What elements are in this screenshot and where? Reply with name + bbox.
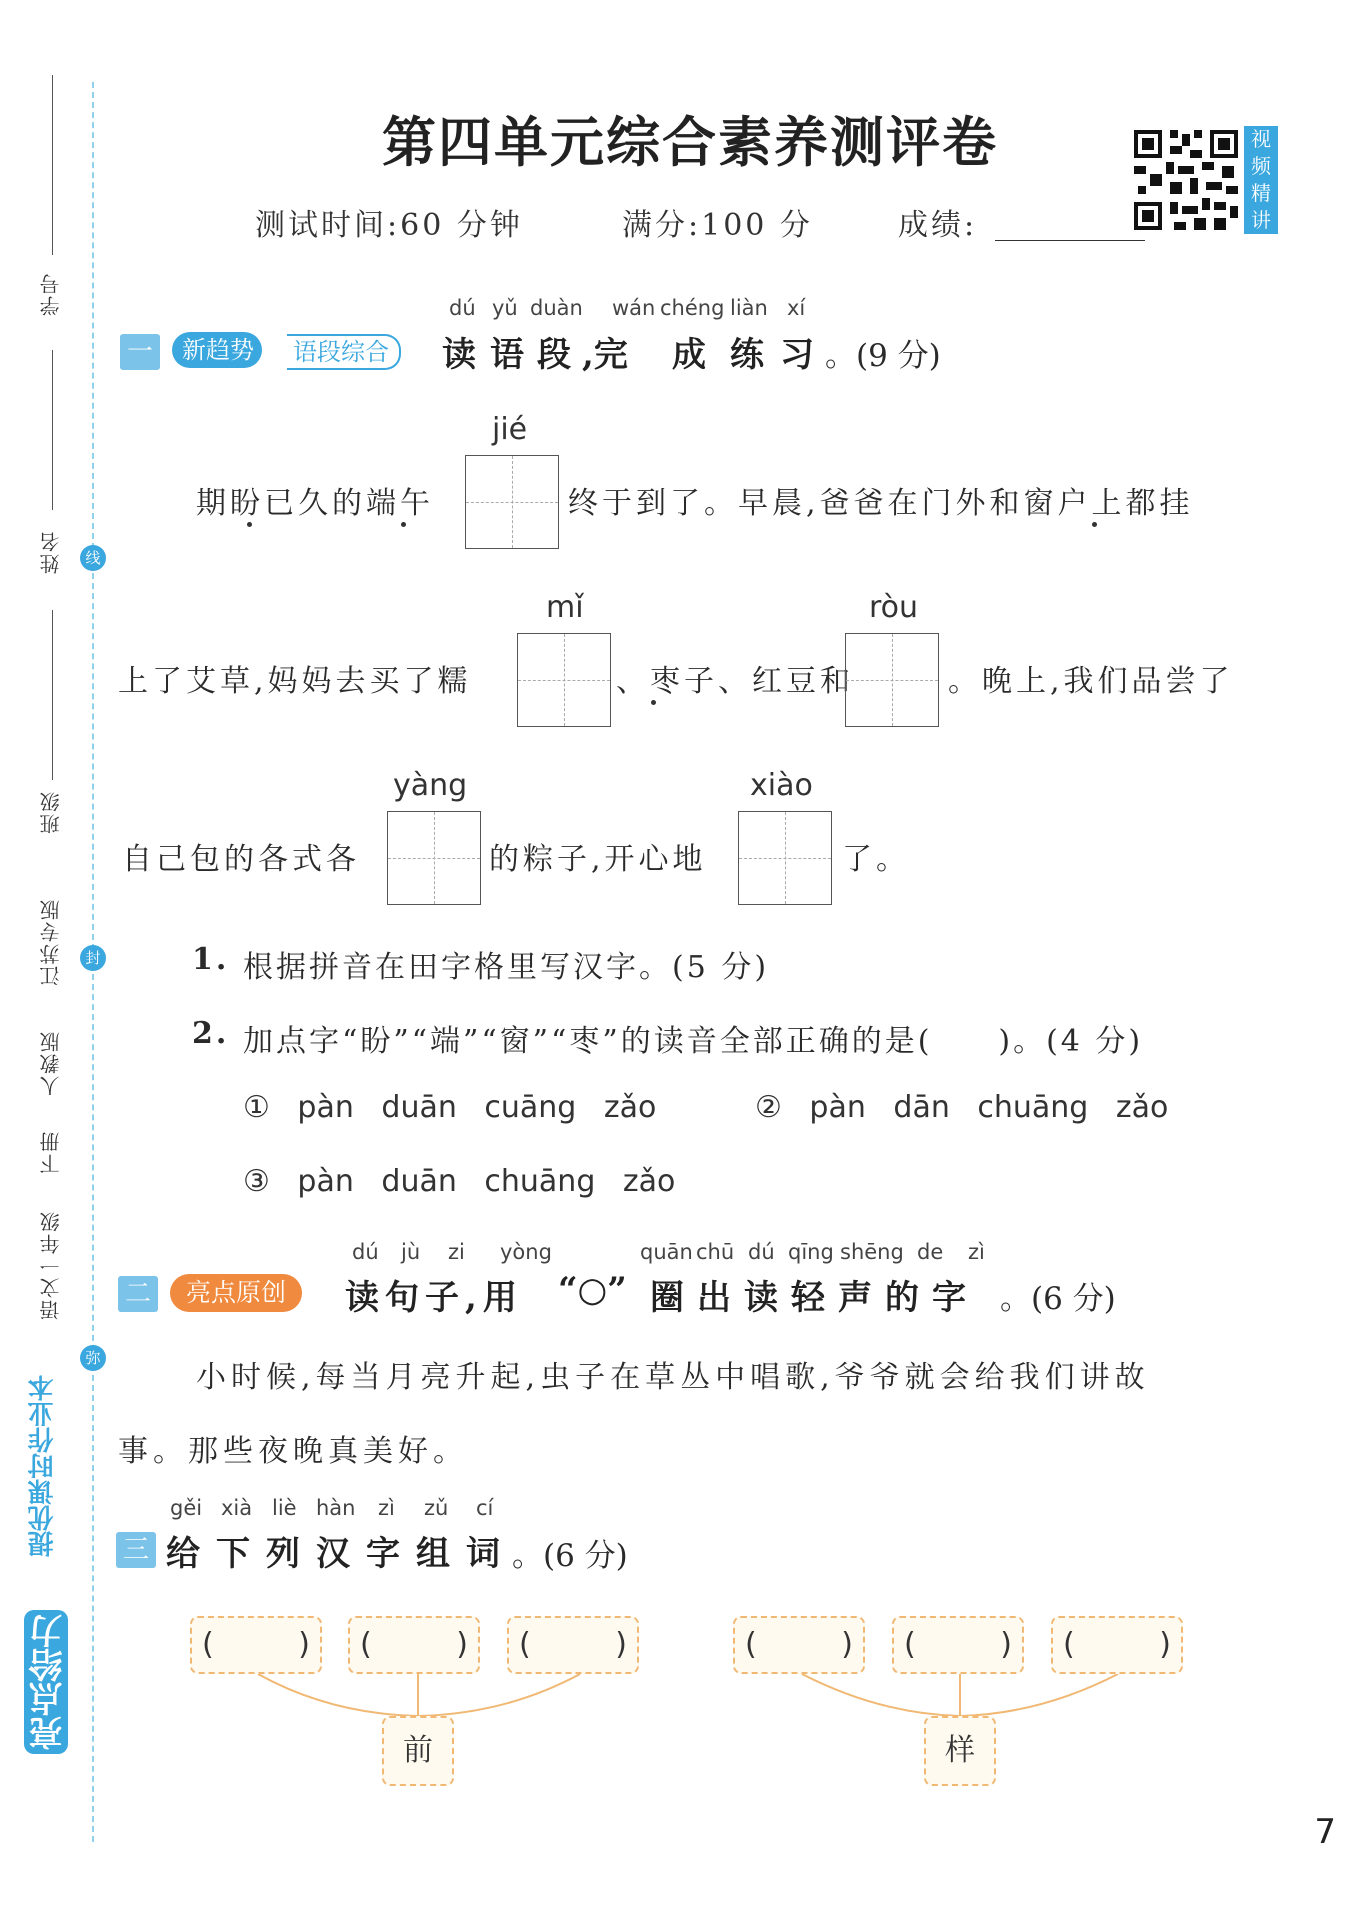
pinyin: duàn bbox=[530, 296, 583, 320]
word-blank-yang-2[interactable] bbox=[892, 1616, 1024, 1674]
word-blank-qian-2[interactable] bbox=[348, 1616, 480, 1674]
series-label: 提优课时作业本 bbox=[28, 1375, 58, 1557]
q1-text: 根据拼音在田字格里写汉字。(5 分) bbox=[243, 950, 770, 985]
pinyin: chū bbox=[696, 1240, 735, 1264]
para-line1b: 终于到了。早晨,爸爸在门外和窗户上都挂 bbox=[568, 486, 1194, 521]
paren-open: ( bbox=[519, 1627, 531, 1662]
para-line3a: 自己包的各式各 bbox=[122, 842, 360, 877]
pinyin: shēng bbox=[840, 1240, 904, 1264]
word-blank-qian-1[interactable] bbox=[190, 1616, 322, 1674]
box-pinyin-yang: yàng bbox=[393, 768, 468, 803]
section2-title-circle: “○” bbox=[558, 1270, 627, 1310]
section3-title-char: 组 bbox=[416, 1534, 450, 1574]
pinyin: xí bbox=[787, 296, 806, 320]
box-pinyin-jie: jié bbox=[492, 412, 528, 447]
pinyin: zì bbox=[378, 1496, 395, 1520]
section2-tag: 亮点原创 bbox=[170, 1274, 302, 1312]
section3-title-char: 词 bbox=[466, 1534, 500, 1574]
para-line3b: 的粽子,开心地 bbox=[489, 842, 707, 877]
student-id-label: 学号 bbox=[39, 272, 63, 316]
edition-label: 江苏专版 bbox=[39, 898, 63, 986]
pinyin: de bbox=[917, 1240, 944, 1264]
section1-points: 。(9 分) bbox=[825, 338, 941, 374]
para-line1a: 期盼已久的端午 bbox=[196, 486, 434, 521]
pinyin: liàn bbox=[730, 296, 768, 320]
section1-title-char: 段 bbox=[537, 335, 571, 375]
section1-title-char: 成 bbox=[672, 335, 706, 375]
line-mark: 线 bbox=[80, 545, 106, 571]
score-label: 成绩: bbox=[898, 208, 978, 243]
pinyin: quān bbox=[640, 1240, 693, 1264]
q2-text: 加点字“盼”“端”“窗”“枣”的读音全部正确的是( )。(4 分) bbox=[243, 1024, 1144, 1059]
section3-points: 。(6 分) bbox=[512, 1538, 628, 1574]
pinyin: chéng bbox=[660, 296, 725, 320]
pinyin: zǔ bbox=[424, 1496, 449, 1520]
section1-title-char: ,完 bbox=[582, 335, 628, 375]
para-line2c: 。晚上,我们品尝了 bbox=[948, 664, 1234, 699]
section1-title-char: 读 bbox=[442, 335, 476, 375]
paren-open: ( bbox=[745, 1627, 757, 1662]
section3-title-char: 列 bbox=[266, 1534, 300, 1574]
word-blank-qian-3[interactable] bbox=[507, 1616, 639, 1674]
section2-title-a: 读句子,用 bbox=[345, 1278, 523, 1318]
pinyin: cí bbox=[476, 1496, 494, 1520]
secret-mark: 弥 bbox=[80, 1345, 106, 1371]
volume-label: 下册 bbox=[39, 1130, 63, 1174]
page-number: 7 bbox=[1314, 1812, 1336, 1852]
pinyin: xià bbox=[221, 1496, 253, 1520]
paren-open: ( bbox=[360, 1627, 372, 1662]
word-blank-yang-1[interactable] bbox=[733, 1616, 865, 1674]
section3-title-char: 汉 bbox=[316, 1534, 350, 1574]
pinyin: hàn bbox=[316, 1496, 356, 1520]
section1-tag-main: 新趋势 bbox=[172, 332, 262, 368]
pinyin: jù bbox=[401, 1240, 421, 1264]
section2-line1[interactable]: 小时候,每当月亮升起,虫子在草丛中唱歌,爷爷就会给我们讲故 bbox=[196, 1360, 1150, 1395]
para-line3c: 了。 bbox=[842, 842, 910, 877]
section2-points: 。(6 分) bbox=[1000, 1281, 1116, 1317]
q2-number: 2. bbox=[192, 1016, 230, 1051]
pinyin: qīng bbox=[788, 1240, 834, 1264]
pinyin: zì bbox=[968, 1240, 985, 1264]
pinyin: dú bbox=[352, 1240, 379, 1264]
pinyin: dú bbox=[748, 1240, 775, 1264]
option-3[interactable]: ③ pàn duān chuāng zǎo bbox=[243, 1164, 676, 1199]
paren-close: ) bbox=[615, 1627, 627, 1662]
para-line2a: 上了艾草,妈妈去买了糯 bbox=[118, 664, 472, 699]
box-pinyin-mi: mǐ bbox=[546, 590, 584, 625]
section3-title-char: 字 bbox=[366, 1534, 400, 1574]
name-label: 姓名 bbox=[39, 530, 63, 574]
box-pinyin-xiao: xiào bbox=[750, 768, 813, 803]
paren-close: ) bbox=[1159, 1627, 1171, 1662]
paren-close: ) bbox=[456, 1627, 468, 1662]
pinyin: liè bbox=[272, 1496, 297, 1520]
pinyin: dú bbox=[449, 296, 476, 320]
word-root-yang: 样 bbox=[924, 1716, 996, 1786]
section3-title-char: 下 bbox=[216, 1534, 250, 1574]
section1-number: 一 bbox=[120, 334, 160, 370]
class-label: 班级 bbox=[39, 790, 63, 834]
paren-close: ) bbox=[1000, 1627, 1012, 1662]
video-explain-label: 视频精讲 bbox=[1244, 126, 1278, 234]
brand-logo: 亮点给力 bbox=[24, 1610, 68, 1754]
test-time: 测试时间:60 分钟 bbox=[255, 208, 523, 243]
page-title: 第四单元综合素养测评卷 bbox=[382, 110, 998, 174]
pinyin: wán bbox=[612, 296, 656, 320]
option-1[interactable]: ① pàn duān cuāng zǎo bbox=[243, 1090, 657, 1125]
section1-tag-sub: 语段综合 bbox=[287, 334, 401, 370]
box-pinyin-rou: ròu bbox=[869, 590, 919, 625]
option-2[interactable]: ② pàn dān chuāng zǎo bbox=[755, 1090, 1169, 1125]
paren-close: ) bbox=[298, 1627, 310, 1662]
paren-close: ) bbox=[841, 1627, 853, 1662]
paren-open: ( bbox=[202, 1627, 214, 1662]
section1-title-char: 语 bbox=[490, 335, 524, 375]
q1-number: 1. bbox=[192, 942, 230, 977]
paren-open: ( bbox=[1063, 1627, 1075, 1662]
pinyin: gěi bbox=[170, 1496, 203, 1520]
pinyin: yòng bbox=[500, 1240, 552, 1264]
word-root-qian: 前 bbox=[382, 1716, 454, 1786]
word-blank-yang-3[interactable] bbox=[1051, 1616, 1183, 1674]
pinyin: zi bbox=[448, 1240, 465, 1264]
section1-title-char: 练 bbox=[730, 335, 764, 375]
section3-title-char: 给 bbox=[166, 1534, 200, 1574]
pinyin: yǔ bbox=[492, 296, 518, 320]
section2-line2[interactable]: 事。那些夜晚真美好。 bbox=[118, 1434, 468, 1469]
section2-title-c: 圈出读轻声的字 bbox=[650, 1278, 979, 1318]
grade-subject-label: 语文一年级 bbox=[39, 1210, 63, 1320]
para-line2b: 、枣子、红豆和 bbox=[616, 664, 854, 699]
publisher-label: 人教版 bbox=[39, 1030, 63, 1096]
full-score: 满分:100 分 bbox=[622, 208, 813, 243]
seal-mark: 封 bbox=[80, 945, 106, 971]
section3-number: 三 bbox=[116, 1532, 156, 1568]
section2-number: 二 bbox=[118, 1276, 158, 1312]
paren-open: ( bbox=[904, 1627, 916, 1662]
section1-title-char: 习 bbox=[780, 335, 814, 375]
